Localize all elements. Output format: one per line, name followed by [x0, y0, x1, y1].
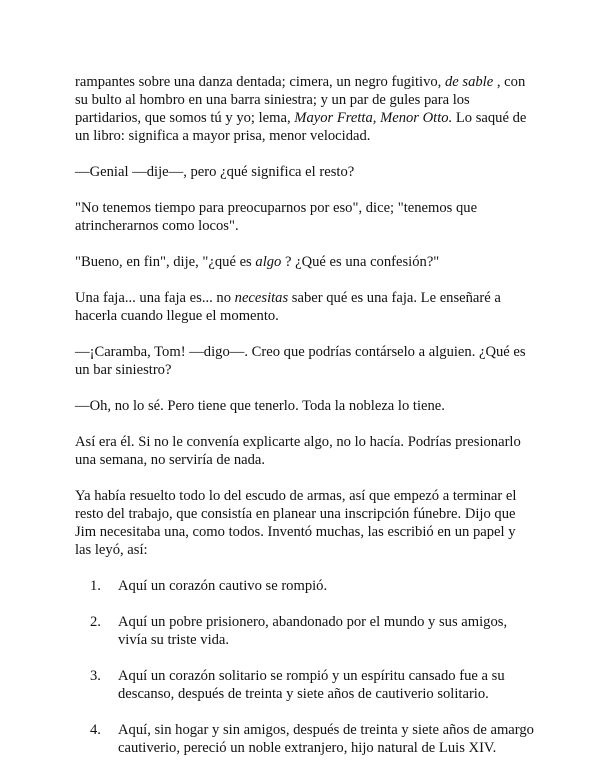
paragraph-dialogue-genial: —Genial —dije—, pero ¿qué significa el resto?	[75, 164, 355, 180]
paragraph-dialogue-caramba: —¡Caramba, Tom! —digo—. Creo que podrías contárselo a alguien. ¿Qué es un bar siniestro?	[75, 344, 526, 378]
list-text: Aquí un corazón solitario se rompió y un espíritu cansado fue a su descanso, después de treinta y siete años de cautiverio solitario.	[118, 668, 505, 702]
list-item	[75, 667, 535, 703]
list-number: 4.	[90, 722, 101, 738]
list-item	[75, 721, 535, 757]
document-page	[75, 73, 535, 775]
paragraph-asi-era: Así era él. Si no le convenía explicarte algo, no lo hacía. Podrías presionarlo una semana, no serviría de nada.	[75, 434, 521, 468]
list-number: 1.	[90, 578, 101, 594]
list-text: Aquí un pobre prisionero, abandonado por el mundo y sus amigos, vivía su triste vida.	[118, 614, 508, 648]
italic-motto: Mayor Fretta, Menor Otto.	[294, 110, 453, 126]
list-item	[75, 613, 535, 649]
list-number: 2.	[90, 614, 101, 630]
inscription-list	[75, 577, 535, 757]
italic-phrase: de sable	[444, 74, 494, 90]
list-text: Aquí un corazón cautivo se rompió.	[118, 578, 328, 594]
paragraph-faja: Una faja... una faja es... no necesitas saber qué es una faja. Le enseñaré a hacerla cuando llegue el momento.	[75, 290, 501, 324]
list-text: Aquí, sin hogar y sin amigos, después de treinta y siete años de amargo cautiverio, pereció un noble extranjero, hijo natural de Luis XIV.	[118, 722, 534, 756]
italic-word: necesitas	[234, 290, 289, 306]
paragraph-dialogue-no-time: "No tenemos tiempo para preocuparnos por eso", dice; "tenemos que atrincherarnos como locos".	[75, 200, 478, 234]
paragraph-dialogue-nobleza: —Oh, no lo sé. Pero tiene que tenerlo. Toda la nobleza lo tiene.	[75, 398, 445, 414]
paragraph-inscription-intro: Ya había resuelto todo lo del escudo de armas, así que empezó a terminar el resto del trabajo, que consistía en planear una inscripción fúnebre. Dijo que Jim necesitaba una, como todos. Inventó muchas, las escribió en un papel y las leyó, así:	[75, 488, 517, 558]
italic-word: algo	[255, 254, 282, 270]
list-number: 3.	[90, 668, 101, 684]
list-item	[75, 577, 535, 595]
paragraph-coat-of-arms: rampantes sobre una danza dentada; cimera, un negro fugitivo, de sable , con su bulto al hombro en una barra siniestra; y un par de gules para los partidarios, que somos tú y yo; lema, Mayor Fretta, Menor Otto. Lo saqué de un libro: significa a mayor prisa, menor velocidad.	[75, 74, 527, 144]
paragraph-dialogue-confession: "Bueno, en fin", dije, "¿qué es algo ? ¿Qué es una confesión?"	[75, 254, 440, 270]
